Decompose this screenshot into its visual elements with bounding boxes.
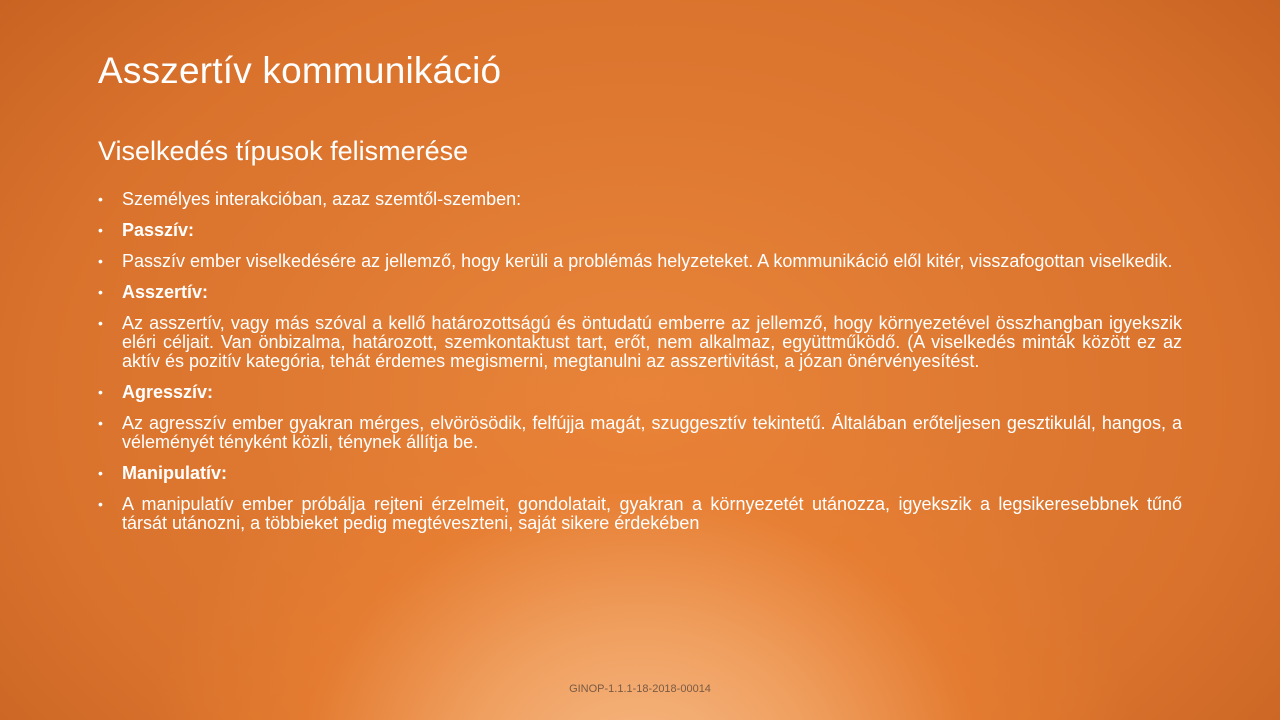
bullet-text: Asszertív: — [122, 282, 209, 302]
bullet-icon: • — [98, 284, 103, 300]
bullet-heading-assertive — [98, 283, 1182, 302]
bullet-icon: • — [98, 222, 103, 238]
bullet-item — [98, 252, 1182, 271]
bullet-item — [98, 314, 1182, 371]
bullet-text: Agresszív: — [122, 382, 214, 402]
bullet-text: A manipulatív ember próbálja rejteni érzelmeit, gondolatait, gyakran a környezetét utánozza, igyekszik a legsikeresebbnek tűnő társát utánozni, a többieket pedig megtéveszteni, saját sikere érdekében — [122, 494, 1182, 533]
bullet-item — [98, 414, 1182, 452]
slide-title: Asszertív kommunikáció — [98, 50, 502, 91]
bullet-icon: • — [98, 415, 103, 431]
bullet-item — [98, 190, 1182, 209]
bullet-heading-passive — [98, 221, 1182, 240]
bullet-icon: • — [98, 496, 103, 512]
bullet-text: Személyes interakcióban, azaz szemtől-szemben: — [122, 189, 522, 209]
bullet-text: Az asszertív, vagy más szóval a kellő határozottságú és öntudatú emberre az jellemző, hogy környezetével összhangban igyekszik eléri céljait. Van önbizalma, határozott, szemkontaktust tart, erőt, nem alkalmaz, együttműködő. (A viselkedés minták között ez az aktív és pozitív kategória, tehát érdemes megismerni, megtanulni az asszertivitást, a józan önérvényesítést. — [122, 313, 1182, 371]
bullet-icon: • — [98, 384, 103, 400]
bullet-icon: • — [98, 191, 103, 207]
bullet-icon: • — [98, 253, 103, 269]
bullet-icon: • — [98, 465, 103, 481]
slide-subtitle: Viselkedés típusok felismerése — [98, 136, 469, 166]
bullet-text: Manipulatív: — [122, 463, 228, 483]
bullet-list — [98, 190, 1182, 545]
bullet-item — [98, 495, 1182, 533]
bullet-heading-manipulative — [98, 464, 1182, 483]
bullet-text: Az agresszív ember gyakran mérges, elvörösödik, felfújja magát, szuggesztív tekintetű. Általában erőteljesen gesztikulál, hangos, a véleményét tényként közli, ténynek állítja be. — [122, 413, 1182, 452]
bullet-heading-aggressive — [98, 383, 1182, 402]
slide-footer: GINOP-1.1.1-18-2018-00014 — [569, 683, 711, 695]
bullet-text: Passzív: — [122, 220, 195, 240]
bullet-icon: • — [98, 315, 103, 331]
bullet-text: Passzív ember viselkedésére az jellemző, hogy kerüli a problémás helyzeteket. A kommunikáció elől kitér, visszafogottan viselkedik. — [122, 251, 1173, 271]
